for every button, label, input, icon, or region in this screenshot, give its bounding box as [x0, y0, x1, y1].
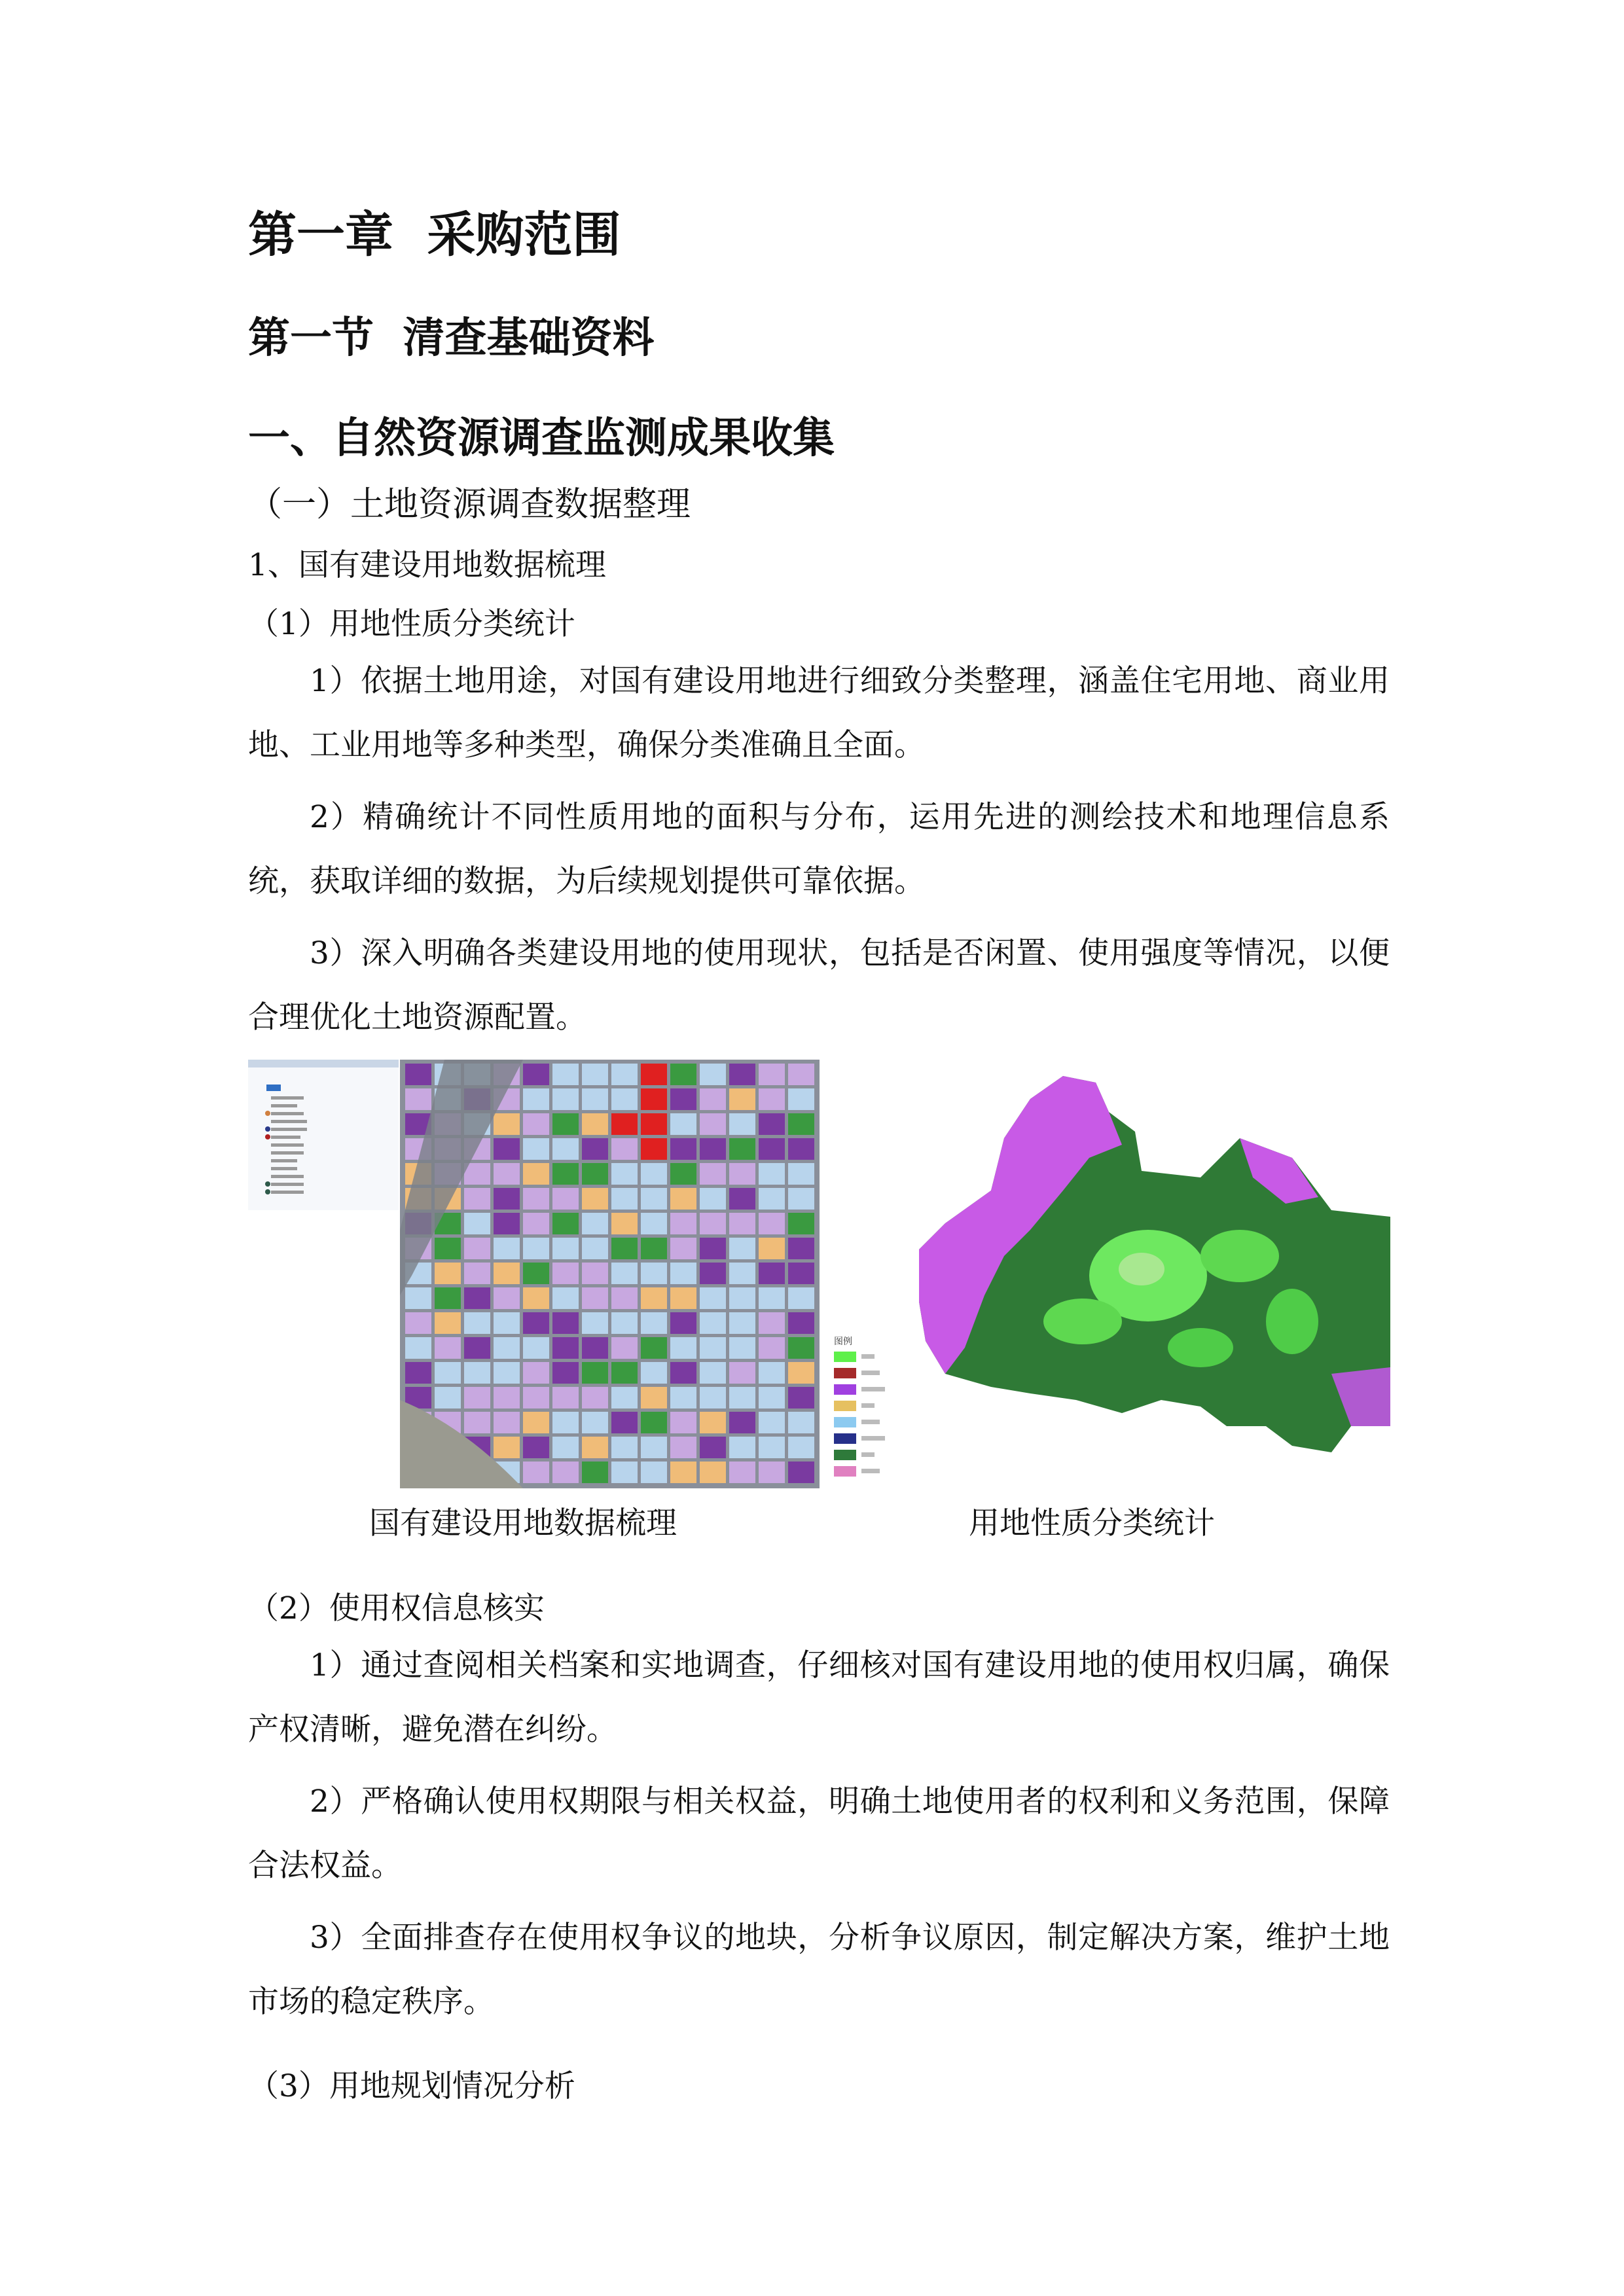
legend-swatch	[834, 1450, 856, 1460]
land-parcel	[552, 1412, 579, 1433]
land-parcel	[611, 1462, 638, 1483]
heading-natural-resources: 一、自然资源调查监测成果收集	[248, 414, 835, 463]
land-parcel	[494, 1437, 520, 1458]
land-parcel	[670, 1387, 696, 1408]
land-parcel	[729, 1163, 755, 1185]
land-parcel	[435, 1337, 461, 1359]
land-parcel	[729, 1213, 755, 1234]
land-parcel	[788, 1088, 814, 1110]
land-parcel	[729, 1064, 755, 1085]
land-parcel	[582, 1213, 608, 1234]
land-parcel	[464, 1387, 490, 1408]
land-parcel	[464, 1263, 490, 1284]
land-parcel	[641, 1437, 667, 1458]
land-parcel	[523, 1163, 549, 1185]
legend-label-blur	[861, 1387, 885, 1391]
figure-caption-left: 国有建设用地数据梳理	[369, 1505, 677, 1541]
land-parcel	[788, 1312, 814, 1334]
land-parcel	[523, 1462, 549, 1483]
land-parcel	[494, 1263, 520, 1284]
land-parcel	[788, 1188, 814, 1210]
land-parcel	[759, 1437, 785, 1458]
land-parcel	[641, 1362, 667, 1384]
land-parcel	[405, 1312, 431, 1334]
land-parcel	[729, 1188, 755, 1210]
land-parcel	[552, 1188, 579, 1210]
land-parcel	[641, 1238, 667, 1259]
land-parcel	[729, 1387, 755, 1408]
land-parcel	[582, 1387, 608, 1408]
legend-swatch	[834, 1368, 856, 1378]
land-parcel	[788, 1462, 814, 1483]
land-parcel	[582, 1437, 608, 1458]
land-parcel	[405, 1064, 431, 1085]
land-parcel	[788, 1113, 814, 1135]
land-parcel	[700, 1263, 726, 1284]
figure-caption-right: 用地性质分类统计	[969, 1505, 1215, 1541]
land-parcel	[670, 1287, 696, 1309]
land-parcel	[729, 1412, 755, 1433]
land-parcel	[464, 1362, 490, 1384]
land-parcel	[759, 1064, 785, 1085]
land-parcel	[759, 1387, 785, 1408]
land-parcel	[611, 1064, 638, 1085]
land-parcel	[582, 1287, 608, 1309]
land-parcel	[611, 1088, 638, 1110]
map-legend	[834, 1335, 886, 1485]
land-parcel	[552, 1113, 579, 1135]
land-parcel	[611, 1362, 638, 1384]
land-parcel	[759, 1213, 785, 1234]
land-parcel	[523, 1188, 549, 1210]
land-parcel	[700, 1412, 726, 1433]
land-parcel	[611, 1337, 638, 1359]
paragraph: 2）严格确认使用权期限与相关权益，明确土地使用者的权利和义务范围，保障合法权益。	[248, 1784, 1390, 1884]
gis-screenshot-image	[248, 1060, 820, 1488]
land-parcel	[435, 1387, 461, 1408]
paragraph: 1）通过查阅相关档案和实地调查，仔细核对国有建设用地的使用权归属，确保产权清晰，避免潜在纠纷。	[248, 1647, 1390, 1748]
land-parcel	[582, 1238, 608, 1259]
land-use-map-image	[834, 1060, 1390, 1485]
land-parcel	[405, 1337, 431, 1359]
land-parcel	[611, 1412, 638, 1433]
chapter-title: 第一章 采购范围	[248, 207, 621, 263]
land-parcel	[759, 1088, 785, 1110]
land-parcel	[582, 1188, 608, 1210]
land-parcel	[641, 1462, 667, 1483]
legend-label-blur	[861, 1420, 880, 1424]
land-parcel	[700, 1088, 726, 1110]
land-parcel	[435, 1238, 461, 1259]
land-parcel	[788, 1263, 814, 1284]
land-parcel	[494, 1163, 520, 1185]
land-parcel	[523, 1213, 549, 1234]
land-parcel	[700, 1163, 726, 1185]
land-parcel	[523, 1412, 549, 1433]
land-parcel	[464, 1287, 490, 1309]
land-parcel	[788, 1337, 814, 1359]
legend-swatch	[834, 1352, 856, 1362]
land-parcel	[494, 1362, 520, 1384]
paragraph: 3）全面排查存在使用权争议的地块，分析争议原因，制定解决方案，维护土地市场的稳定秩序。	[248, 1920, 1390, 2020]
land-parcel	[759, 1238, 785, 1259]
land-parcel	[700, 1188, 726, 1210]
land-parcel	[729, 1263, 755, 1284]
land-parcel	[670, 1238, 696, 1259]
land-parcel	[552, 1263, 579, 1284]
land-parcel	[435, 1312, 461, 1334]
land-parcel	[788, 1287, 814, 1309]
subheading-land-classification: （1）用地性质分类统计	[248, 606, 575, 642]
land-parcel	[670, 1462, 696, 1483]
land-parcel	[494, 1113, 520, 1135]
land-parcel	[523, 1437, 549, 1458]
land-parcel	[700, 1113, 726, 1135]
land-parcel	[523, 1238, 549, 1259]
section-title: 第一节 清查基础资料	[248, 314, 655, 363]
land-parcel	[611, 1138, 638, 1160]
land-parcel	[582, 1113, 608, 1135]
paragraph: 1）依据土地用途，对国有建设用地进行细致分类整理，涵盖住宅用地、商业用地、工业用地等多种类型，确保分类准确且全面。	[248, 663, 1390, 763]
land-parcel	[670, 1064, 696, 1085]
land-parcel	[729, 1337, 755, 1359]
land-parcel	[582, 1064, 608, 1085]
land-parcel	[611, 1188, 638, 1210]
land-parcel	[759, 1163, 785, 1185]
land-parcel	[552, 1337, 579, 1359]
land-parcel	[729, 1437, 755, 1458]
legend-label-blur	[861, 1469, 880, 1473]
land-parcel	[729, 1362, 755, 1384]
land-parcel	[552, 1362, 579, 1384]
land-parcel	[670, 1437, 696, 1458]
land-parcel	[435, 1263, 461, 1284]
land-parcel	[788, 1412, 814, 1433]
legend-swatch	[834, 1433, 856, 1444]
land-parcel	[670, 1088, 696, 1110]
land-parcel	[641, 1263, 667, 1284]
legend-label-blur	[861, 1436, 885, 1441]
land-parcel	[700, 1437, 726, 1458]
land-parcel	[700, 1462, 726, 1483]
land-parcel	[405, 1362, 431, 1384]
land-parcel	[759, 1138, 785, 1160]
land-parcel	[582, 1362, 608, 1384]
land-parcel	[435, 1287, 461, 1309]
land-parcel	[405, 1088, 431, 1110]
land-use-map-figure	[834, 1060, 1390, 1485]
land-parcel	[759, 1362, 785, 1384]
land-parcel	[729, 1138, 755, 1160]
land-parcel	[494, 1138, 520, 1160]
land-parcel	[670, 1163, 696, 1185]
land-parcel	[700, 1312, 726, 1334]
land-parcel	[464, 1213, 490, 1234]
legend-swatch	[834, 1401, 856, 1411]
legend-swatch	[834, 1384, 856, 1395]
land-parcel	[611, 1113, 638, 1135]
land-parcel	[611, 1437, 638, 1458]
land-parcel	[641, 1412, 667, 1433]
land-parcel	[552, 1287, 579, 1309]
land-parcel	[464, 1238, 490, 1259]
land-parcel	[700, 1287, 726, 1309]
land-parcel	[641, 1163, 667, 1185]
land-parcel	[552, 1213, 579, 1234]
land-parcel	[700, 1362, 726, 1384]
land-parcel	[670, 1337, 696, 1359]
land-parcel	[552, 1462, 579, 1483]
land-parcel	[494, 1387, 520, 1408]
heading-land-survey: （一）土地资源调查数据整理	[248, 485, 691, 524]
subheading-planning-analysis: （3）用地规划情况分析	[248, 2068, 575, 2104]
land-parcel	[641, 1113, 667, 1135]
paragraph: 3）深入明确各类建设用地的使用现状，包括是否闲置、使用强度等情况，以便合理优化土地资源配置。	[248, 935, 1390, 1035]
land-parcel	[494, 1238, 520, 1259]
land-parcel	[494, 1287, 520, 1309]
land-parcel	[788, 1238, 814, 1259]
land-parcel	[523, 1362, 549, 1384]
land-parcel	[611, 1213, 638, 1234]
land-parcel	[788, 1362, 814, 1384]
land-parcel	[523, 1088, 549, 1110]
land-parcel	[582, 1337, 608, 1359]
land-parcel	[523, 1287, 549, 1309]
land-parcel	[494, 1337, 520, 1359]
legend-label-blur	[861, 1371, 880, 1375]
land-parcel	[729, 1088, 755, 1110]
land-parcel	[523, 1312, 549, 1334]
land-parcel	[788, 1064, 814, 1085]
land-parcel	[641, 1138, 667, 1160]
land-parcel	[670, 1188, 696, 1210]
legend-swatch	[834, 1417, 856, 1427]
land-parcel	[700, 1387, 726, 1408]
land-data-figure	[248, 1060, 820, 1488]
land-parcel	[582, 1088, 608, 1110]
land-parcel	[729, 1312, 755, 1334]
land-parcel	[788, 1387, 814, 1408]
land-parcel	[435, 1362, 461, 1384]
land-parcel	[523, 1138, 549, 1160]
land-parcel	[611, 1163, 638, 1185]
land-parcel	[552, 1437, 579, 1458]
land-parcel	[464, 1188, 490, 1210]
land-parcel	[700, 1238, 726, 1259]
land-parcel	[759, 1337, 785, 1359]
land-parcel	[582, 1138, 608, 1160]
land-parcel	[464, 1337, 490, 1359]
legend-label-blur	[861, 1403, 875, 1408]
land-parcel	[670, 1312, 696, 1334]
paragraph: 2）精确统计不同性质用地的面积与分布，运用先进的测绘技术和地理信息系统，获取详细的数据，为后续规划提供可靠依据。	[248, 799, 1390, 899]
land-parcel	[700, 1337, 726, 1359]
land-parcel	[582, 1412, 608, 1433]
land-parcel	[552, 1088, 579, 1110]
land-parcel	[494, 1412, 520, 1433]
land-parcel	[582, 1462, 608, 1483]
land-parcel	[405, 1287, 431, 1309]
heading-state-land: 1、国有建设用地数据梳理	[248, 547, 606, 583]
land-parcel	[494, 1188, 520, 1210]
land-parcel	[552, 1064, 579, 1085]
land-parcel	[611, 1263, 638, 1284]
land-parcel	[641, 1088, 667, 1110]
land-parcel	[523, 1113, 549, 1135]
land-parcel	[641, 1387, 667, 1408]
land-parcel	[670, 1113, 696, 1135]
land-parcel	[523, 1263, 549, 1284]
land-parcel	[729, 1287, 755, 1309]
land-parcel	[494, 1312, 520, 1334]
land-parcel	[464, 1412, 490, 1433]
land-parcel	[641, 1188, 667, 1210]
land-parcel	[494, 1213, 520, 1234]
land-parcel	[552, 1387, 579, 1408]
land-parcel	[464, 1312, 490, 1334]
land-parcel	[700, 1064, 726, 1085]
land-parcel	[552, 1312, 579, 1334]
land-parcel	[523, 1337, 549, 1359]
land-parcel	[611, 1387, 638, 1408]
land-parcel	[552, 1238, 579, 1259]
land-parcel	[670, 1138, 696, 1160]
land-parcel	[582, 1312, 608, 1334]
land-parcel	[670, 1213, 696, 1234]
land-parcel	[759, 1287, 785, 1309]
land-parcel	[611, 1312, 638, 1334]
land-parcel	[788, 1163, 814, 1185]
land-parcel	[611, 1238, 638, 1259]
land-parcel	[729, 1238, 755, 1259]
land-parcel	[759, 1412, 785, 1433]
land-parcel	[552, 1163, 579, 1185]
land-parcel	[759, 1113, 785, 1135]
land-parcel	[670, 1362, 696, 1384]
land-parcel	[788, 1138, 814, 1160]
land-parcel	[700, 1138, 726, 1160]
legend-swatch	[834, 1466, 856, 1477]
land-parcel	[641, 1337, 667, 1359]
land-parcel	[611, 1287, 638, 1309]
land-parcel	[641, 1312, 667, 1334]
land-parcel	[670, 1412, 696, 1433]
land-parcel	[641, 1287, 667, 1309]
legend-label-blur	[861, 1452, 875, 1457]
subheading-usage-rights: （2）使用权信息核实	[248, 1590, 545, 1626]
land-parcel	[729, 1462, 755, 1483]
land-parcel	[788, 1437, 814, 1458]
legend-label-blur	[861, 1354, 875, 1359]
land-parcel	[641, 1213, 667, 1234]
legend-title: 图例	[834, 1336, 852, 1347]
land-parcel	[523, 1064, 549, 1085]
land-parcel	[759, 1312, 785, 1334]
land-parcel	[700, 1213, 726, 1234]
land-parcel	[523, 1387, 549, 1408]
land-parcel	[788, 1213, 814, 1234]
land-parcel	[759, 1263, 785, 1284]
land-parcel	[582, 1163, 608, 1185]
land-parcel	[641, 1064, 667, 1085]
land-parcel	[759, 1188, 785, 1210]
land-parcel	[729, 1113, 755, 1135]
land-parcel	[552, 1138, 579, 1160]
land-parcel	[582, 1263, 608, 1284]
land-parcel	[670, 1263, 696, 1284]
land-parcel	[759, 1462, 785, 1483]
